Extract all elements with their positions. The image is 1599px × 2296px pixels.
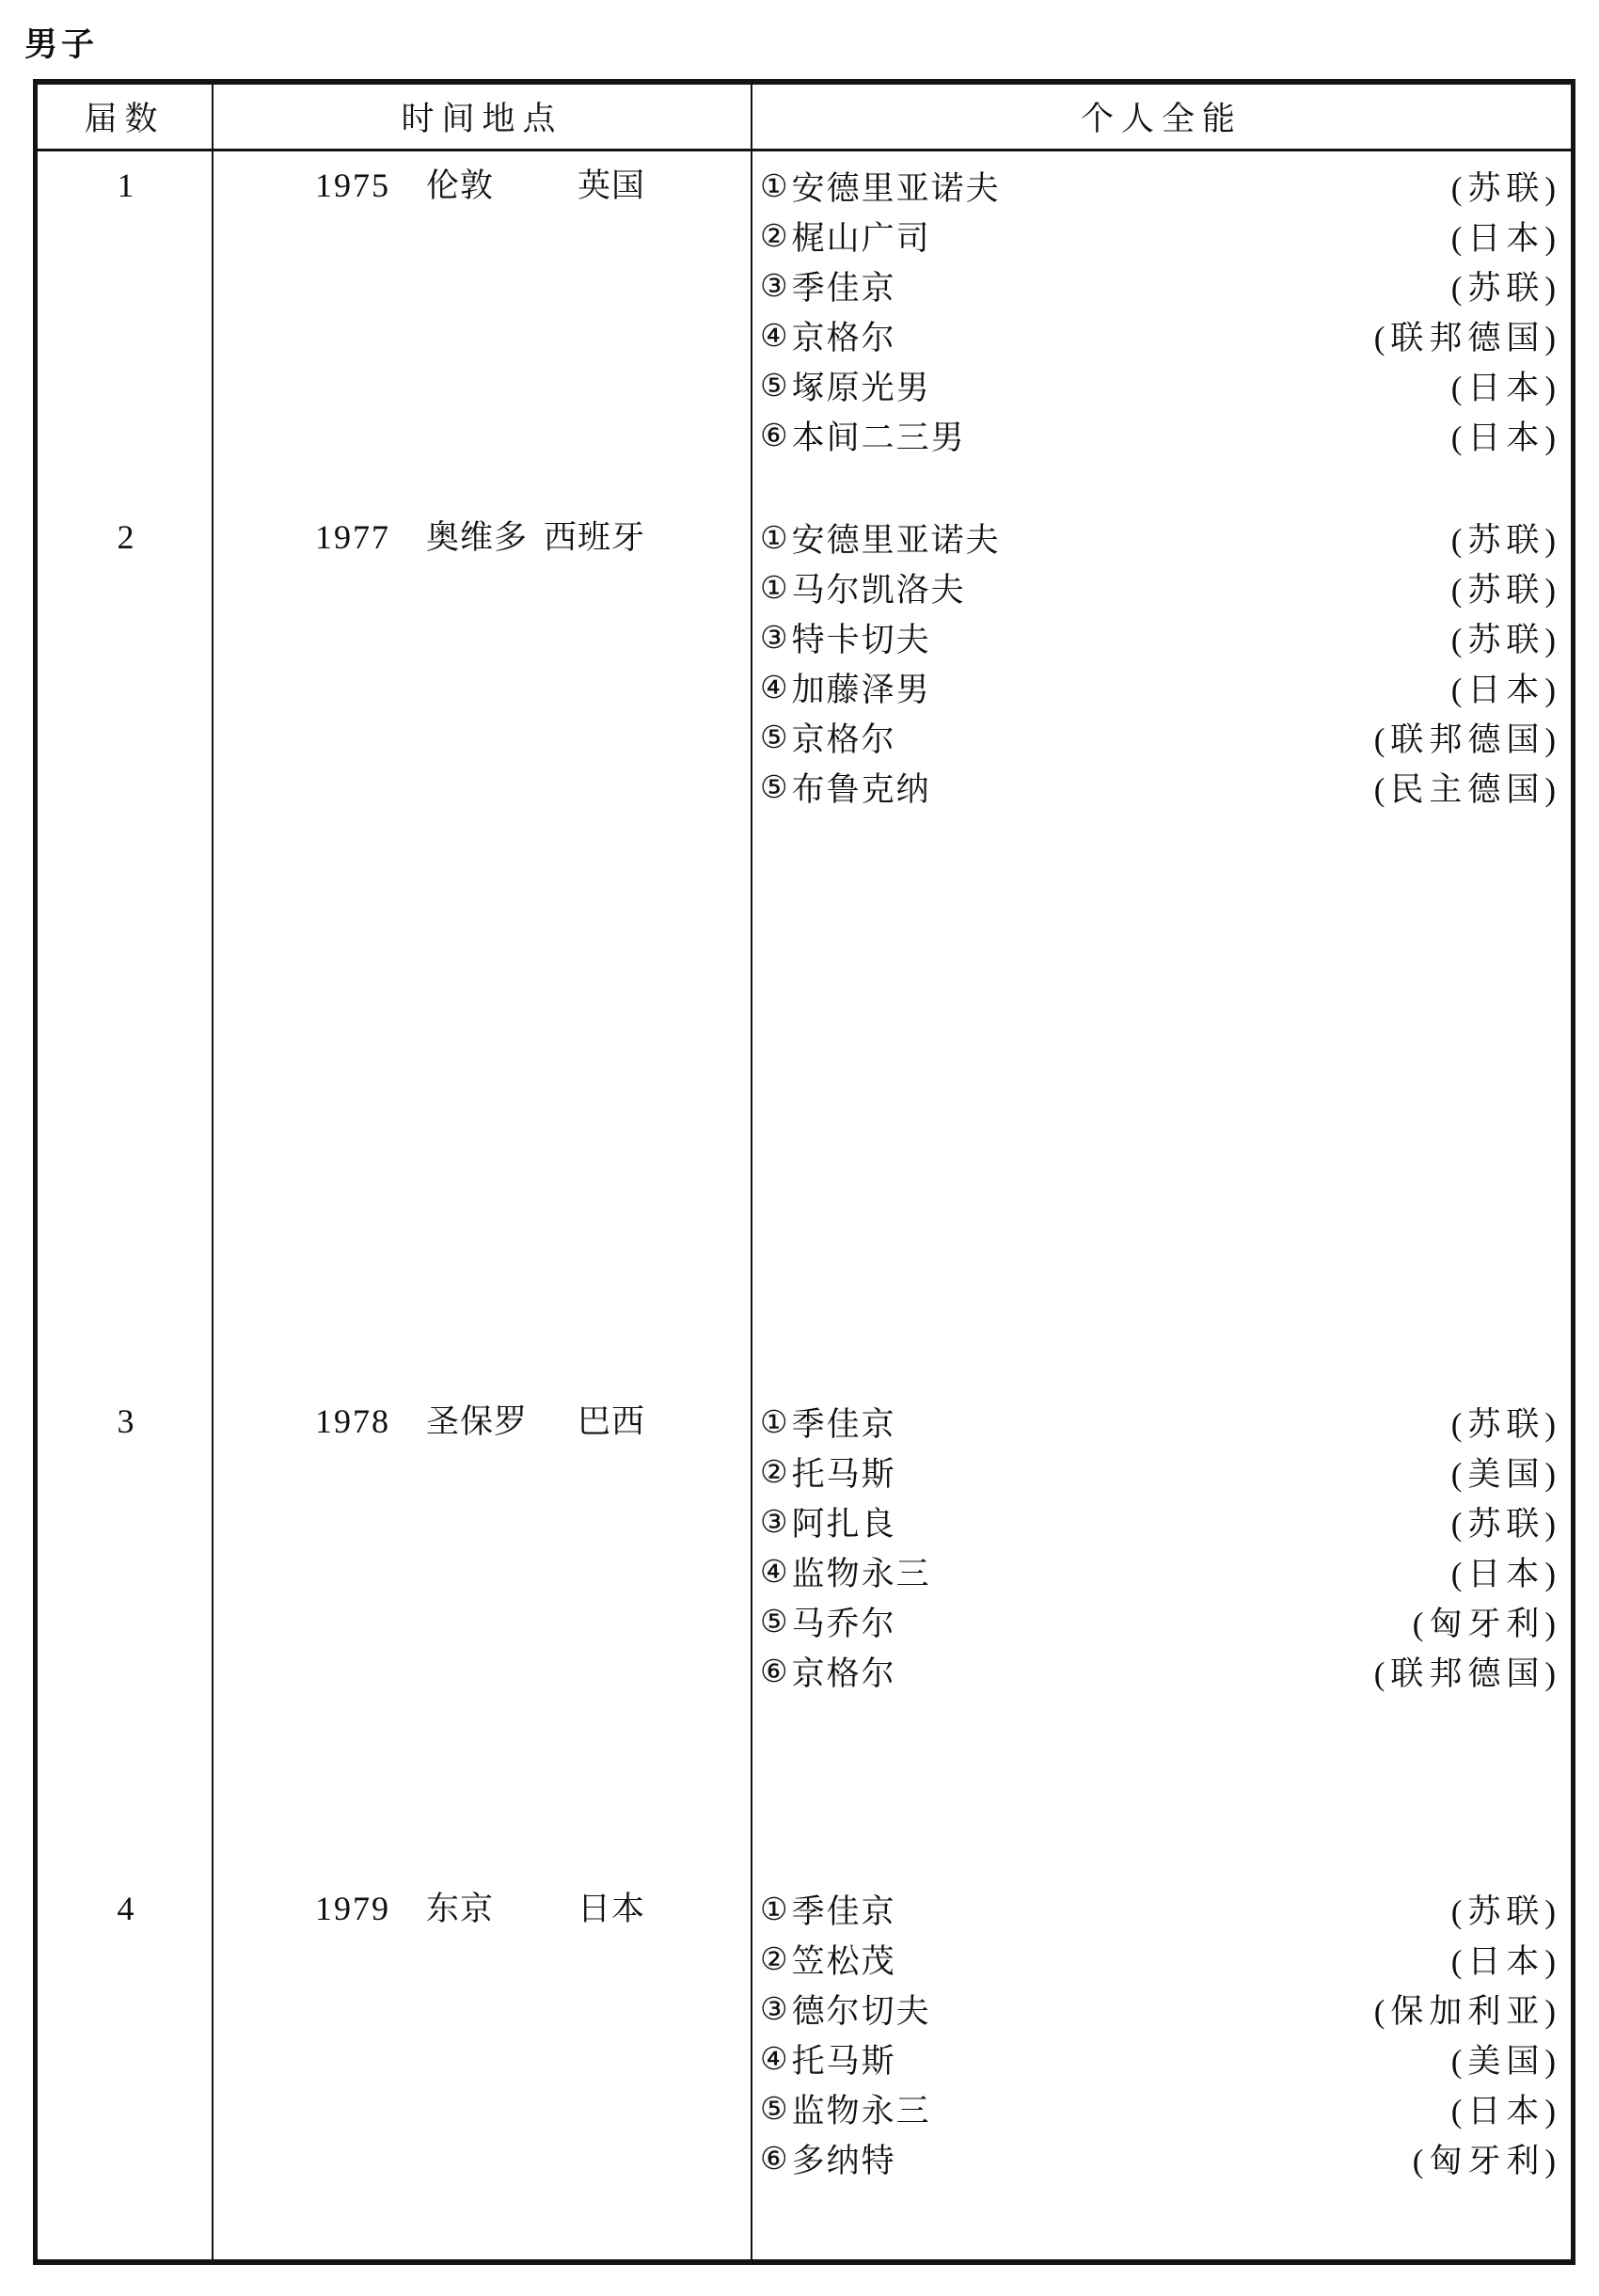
athlete-country: (匈牙利) [1412, 1605, 1561, 1642]
table-body [38, 151, 1571, 2259]
athlete-name: 加藤泽男 [791, 671, 931, 708]
athlete [760, 1648, 896, 1695]
athlete-name: 马乔尔 [791, 1605, 896, 1642]
table-header-row [38, 85, 1571, 151]
athlete-name: 梶山广司 [791, 219, 931, 257]
athlete-name: 笠松茂 [791, 1942, 896, 1980]
rank-badge: ⑤ [760, 1603, 788, 1639]
athlete-country: (美国) [1450, 1455, 1561, 1493]
athlete-country: (美国) [1450, 2042, 1561, 2080]
result-entry [752, 612, 1571, 662]
athlete-country: (日本) [1450, 2092, 1561, 2130]
page-title: 男子 [24, 26, 99, 64]
rank-badge: ⑥ [760, 417, 788, 453]
athlete-name: 本间二三男 [791, 419, 966, 456]
result-entry [752, 1596, 1571, 1646]
rank-badge: ④ [760, 317, 788, 354]
result-entry [752, 513, 1571, 562]
rank-badge: ② [760, 217, 788, 254]
rank-badge: ① [760, 1403, 788, 1440]
result-entry [752, 261, 1571, 310]
results-cell [752, 161, 1571, 460]
athlete-name: 季佳京 [791, 1405, 896, 1443]
result-entry [752, 360, 1571, 410]
athlete-name: 德尔切夫 [791, 1992, 931, 2030]
athlete-country: (苏联) [1450, 571, 1561, 609]
athlete-country: (苏联) [1450, 521, 1561, 559]
result-entry [752, 1984, 1571, 2034]
athlete-name: 多纳特 [791, 2142, 896, 2179]
athlete [760, 1449, 896, 1496]
result-entry [752, 161, 1571, 211]
athlete-country: (日本) [1450, 369, 1561, 406]
rank-badge: ⑥ [760, 2140, 788, 2177]
rank-badge: ① [760, 167, 788, 204]
host-country: 巴西 [577, 1403, 645, 1440]
rank-badge: ③ [760, 267, 788, 304]
host-city: 东京 [426, 1891, 495, 1927]
result-entry [752, 1546, 1571, 1596]
result-entry [752, 662, 1571, 712]
athlete [760, 515, 1001, 562]
result-entry [752, 1496, 1571, 1546]
athlete-name: 特卡切夫 [791, 621, 931, 658]
session-number: 3 [117, 1402, 135, 1440]
rank-badge: ② [760, 1453, 788, 1490]
results-cell [752, 1884, 1571, 2183]
athlete-name: 季佳京 [791, 269, 896, 307]
host-country: 西班牙 [543, 519, 645, 556]
year: 1978 [315, 1402, 390, 1440]
result-entry [752, 562, 1571, 612]
result-entry [752, 2083, 1571, 2133]
athlete-country: (联邦德国) [1373, 319, 1561, 356]
athlete [760, 1498, 896, 1545]
rank-badge: ④ [760, 1553, 788, 1590]
session-number: 1 [117, 166, 135, 204]
athlete [760, 163, 1001, 210]
time-place-cell [214, 1884, 752, 1934]
athlete-name: 京格尔 [791, 319, 896, 356]
athlete-country: (匈牙利) [1412, 2142, 1561, 2179]
athlete-name: 布鲁克纳 [791, 770, 931, 808]
athlete-country: (民主德国) [1373, 770, 1561, 808]
rank-badge: ① [760, 519, 788, 556]
athlete-name: 马尔凯洛夫 [791, 571, 966, 609]
result-entry [752, 762, 1571, 812]
athlete-name: 监物永三 [791, 2092, 931, 2130]
rank-badge: ⑤ [760, 768, 788, 805]
athlete-country: (苏联) [1450, 1892, 1561, 1930]
rank-badge: ④ [760, 669, 788, 705]
result-entry [752, 1397, 1571, 1447]
year: 1975 [315, 166, 390, 204]
rank-badge: ③ [760, 1990, 788, 2027]
rank-badge: ③ [760, 619, 788, 656]
result-entry [752, 410, 1571, 460]
athlete [760, 2135, 896, 2182]
table-row-group [38, 1397, 1571, 1696]
header-time-place: 时间地点 [214, 85, 752, 149]
session-number: 2 [117, 518, 135, 556]
rank-badge: ① [760, 1891, 788, 1927]
result-entry [752, 211, 1571, 261]
host-country: 日本 [577, 1891, 645, 1927]
athlete-country: (苏联) [1450, 1505, 1561, 1543]
athlete-name: 监物永三 [791, 1555, 931, 1592]
results-table [33, 79, 1575, 2265]
result-entry [752, 2034, 1571, 2083]
result-entry [752, 1646, 1571, 1696]
result-entry [752, 310, 1571, 360]
header-session: 届数 [38, 85, 214, 149]
athlete [760, 714, 896, 761]
athlete-name: 塚原光男 [791, 369, 931, 406]
time-place-cell [214, 161, 752, 211]
table-row-group [38, 513, 1571, 812]
athlete-country: (日本) [1450, 671, 1561, 708]
rank-badge: ④ [760, 2040, 788, 2077]
athlete-name: 安德里亚诺夫 [791, 169, 1001, 207]
athlete [760, 614, 931, 661]
athlete-country: (苏联) [1450, 621, 1561, 658]
athlete [760, 362, 931, 409]
header-individual-all-around: 个人全能 [1080, 101, 1243, 137]
athlete-name: 托马斯 [791, 2042, 896, 2080]
host-country: 英国 [577, 167, 645, 204]
athlete [760, 1399, 896, 1446]
result-entry [752, 1934, 1571, 1984]
athlete-country: (保加利亚) [1373, 1992, 1561, 2030]
rank-badge: ⑤ [760, 2090, 788, 2127]
athlete [760, 312, 896, 359]
table-row-group [38, 161, 1571, 460]
year: 1979 [315, 1890, 390, 1927]
athlete [760, 412, 966, 459]
rank-badge: ⑥ [760, 1653, 788, 1689]
athlete [760, 764, 931, 811]
athlete-country: (苏联) [1450, 169, 1561, 207]
year: 1977 [315, 518, 390, 556]
athlete [760, 2035, 896, 2082]
athlete [760, 664, 931, 711]
table-row-group [38, 1884, 1571, 2183]
time-place-cell [214, 513, 752, 562]
athlete [760, 2085, 931, 2132]
athlete-country: (联邦德国) [1373, 1655, 1561, 1692]
athlete [760, 1598, 896, 1645]
athlete [760, 262, 896, 309]
athlete [760, 1936, 896, 1983]
athlete [760, 213, 931, 260]
athlete-country: (苏联) [1450, 269, 1561, 307]
athlete-country: (日本) [1450, 1942, 1561, 1980]
host-city: 圣保罗 [426, 1403, 529, 1440]
athlete [760, 1986, 931, 2033]
athlete-name: 安德里亚诺夫 [791, 521, 1001, 559]
athlete [760, 1548, 931, 1595]
host-city: 伦敦 [426, 167, 495, 204]
rank-badge: ⑤ [760, 719, 788, 755]
athlete-country: (联邦德国) [1373, 720, 1561, 758]
athlete-country: (日本) [1450, 1555, 1561, 1592]
results-cell [752, 513, 1571, 812]
rank-badge: ① [760, 569, 788, 606]
athlete-name: 京格尔 [791, 1655, 896, 1692]
athlete-name: 季佳京 [791, 1892, 896, 1930]
result-entry [752, 712, 1571, 762]
session-number: 4 [117, 1890, 135, 1927]
time-place-cell [214, 1397, 752, 1447]
athlete [760, 1886, 896, 1933]
athlete [760, 564, 966, 611]
result-entry [752, 1884, 1571, 1934]
result-entry [752, 2133, 1571, 2183]
athlete-name: 阿扎良 [791, 1505, 896, 1543]
rank-badge: ③ [760, 1503, 788, 1540]
rank-badge: ⑤ [760, 367, 788, 404]
host-city: 奥维多 [426, 519, 529, 556]
athlete-name: 托马斯 [791, 1455, 896, 1493]
rank-badge: ② [760, 1940, 788, 1977]
athlete-country: (日本) [1450, 419, 1561, 456]
athlete-country: (苏联) [1450, 1405, 1561, 1443]
results-cell [752, 1397, 1571, 1696]
result-entry [752, 1447, 1571, 1496]
athlete-name: 京格尔 [791, 720, 896, 758]
athlete-country: (日本) [1450, 219, 1561, 257]
